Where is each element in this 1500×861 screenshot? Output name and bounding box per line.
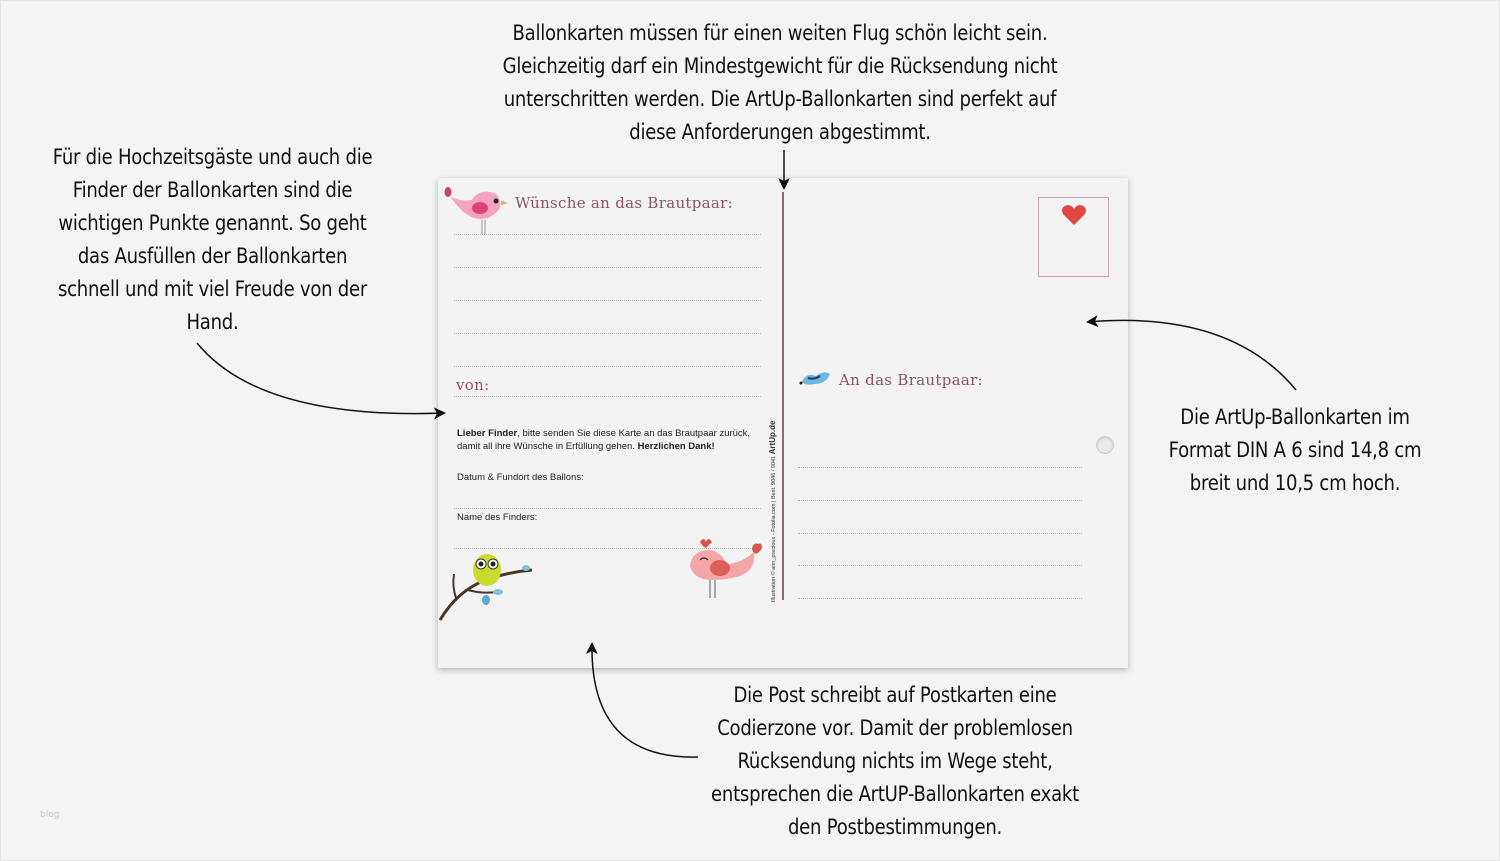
from-label: von: bbox=[456, 376, 490, 394]
vertical-credit: Illustration © ann_precious - Fotolia.com | Best. 9046 / 9041 ArtUp.de bbox=[768, 420, 777, 602]
watermark: blog bbox=[40, 810, 60, 820]
annotation-right: Die ArtUp-Ballonkarten im Format DIN A 6 sind 14,8 cm breit und 10,5 cm hoch. bbox=[1168, 405, 1422, 495]
date-location-label: Datum & Fundort des Ballons: bbox=[457, 472, 584, 483]
annotation-bottom: Die Post schreibt auf Postkarten eine Codierzone vor. Damit der problemlosen Rücksendung nichts im Wege steht, entsprechen die ArtUP-Ballonkarten exakt den Postbestimmungen. bbox=[711, 683, 1079, 839]
arrow-right bbox=[1088, 320, 1296, 390]
finder-message: Lieber Finder, bitte senden Sie diese Karte an das Brautpaar zurück, damit all ihre Wünsche in Erfüllung gehen. Herzlichen Dank! bbox=[457, 428, 751, 452]
arrow-bottom bbox=[592, 644, 698, 757]
finder-name-label: Name des Finders: bbox=[457, 512, 538, 523]
wishes-heading: Wünsche an das Brautpaar: bbox=[515, 194, 733, 212]
recipient-heading: An das Brautpaar: bbox=[839, 371, 983, 389]
annotation-left: Für die Hochzeitsgäste und auch die Finder der Ballonkarten sind die wichtigen Punkte genannt. So geht das Ausfüllen der Ballonkarten schnell und mit viel Freude von der Hand. bbox=[52, 145, 373, 334]
arrow-left bbox=[197, 343, 444, 414]
annotation-top: Ballonkarten müssen für einen weiten Flug schön leicht sein. Gleichzeitig darf ein Mindestgewicht für die Rücksendung nicht unterschritten werden. Die ArtUp-Ballonkarten sind perfekt auf diese Anforderungen abgestimmt. bbox=[502, 21, 1058, 144]
